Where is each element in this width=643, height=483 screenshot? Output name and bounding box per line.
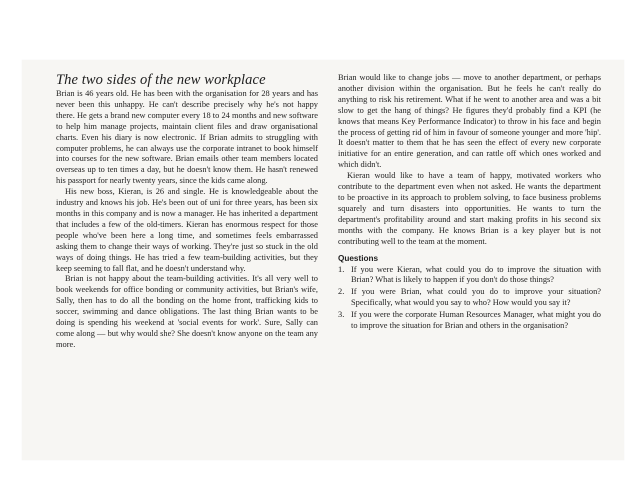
questions-list xyxy=(338,265,601,332)
question-item xyxy=(338,265,601,287)
questions-heading: Questions xyxy=(338,253,379,263)
question-item xyxy=(338,310,601,332)
left-column xyxy=(56,72,318,351)
paragraph-team-building: Brian is not happy about the team-building activities. It's all very well to book weekends for office bonding or community activities, but Brian's wife, Sally, then has to do all the bonding on the home front, trafficking kids to soccer, swimming and dance obligations. The last thing Brian wants to be doing is spending his weekend at 'social events for work'. Sure, Sally can come along — but why would she? She doesn't know anyone on the team any more. xyxy=(56,274,318,349)
question-text: If you were Brian, what could you do to improve your situation? Specifically, what would you say to who? How would you say it? xyxy=(351,287,601,308)
book-page xyxy=(22,60,624,460)
question-number: 1. xyxy=(338,264,345,274)
right-column xyxy=(338,73,601,333)
question-item xyxy=(338,287,601,309)
paragraph-kieran-goals: Kieran would like to have a team of happy, motivated workers who contribute to the department even when not asked. He wants the department to be proactive in its approach to problem solving, to face business problems squarely and turn disasters into opportunities. He wants to turn the department's profitability around and start making profits in his second six months with the company. He knows Brian is a key player but is not contributing well to the team at the moment. xyxy=(338,171,601,246)
paragraph-kieran-intro: His new boss, Kieran, is 26 and single. He is knowledgeable about the industry and knows his job. He's been out of uni for three years, has been six months in this company and is now a manager. He has inherited a department that includes a few of the old-timers. Kieran has enormous respect for those people who've been here a long time, and sometimes feels embarrassed asking them to change their ways of working. They're just so stuck in the old ways of doing things. He has tried a few team-building activities, but they keep seeming to fall flat, and he doesn't understand why. xyxy=(56,187,318,273)
paragraph-brian-intro: Brian is 46 years old. He has been with the organisation for 28 years and has never been this unhappy. He can't describe precisely why he's not happy there. He gets a brand new computer every 18 to 24 months and new software to help him manage projects, maintain client files and draw organisational charts. Even his diary is now electronic. If Brian admits to struggling with computer problems, he can always use the corporate intranet to book himself into courses for the new software. Brian emails other team members located overseas up to ten times a day, but he doesn't know them. He hasn't renewed his passport for nearly twenty years, since the kids came along. xyxy=(56,89,318,186)
question-text: If you were Kieran, what could you do to improve the situation with Brian? What is likely to happen if you don't do those things? xyxy=(351,264,601,285)
question-number: 3. xyxy=(338,310,345,320)
paragraph-brian-change-jobs: Brian would like to change jobs — move to another department, or perhaps another division within the organisation. But he feels he can't really do anything to risk his retirement. What if he went to another area and was a bit slow to get the hang of things? He figures they'd probably find a KPI (he knows that means Key Performance Indicator) to throw in his face and begin the process of getting rid of him in favour of someone younger and more 'hip'. It doesn't matter to them that he has seen the effect of every new corporate initiative for an entire generation, and can rattle off which ones worked and which didn't. xyxy=(338,73,601,170)
question-number: 2. xyxy=(338,287,345,297)
question-text: If you were the corporate Human Resources Manager, what might you do to improve the situation for Brian and others in the organisation? xyxy=(351,310,601,331)
article-title: The two sides of the new workplace xyxy=(56,72,266,88)
